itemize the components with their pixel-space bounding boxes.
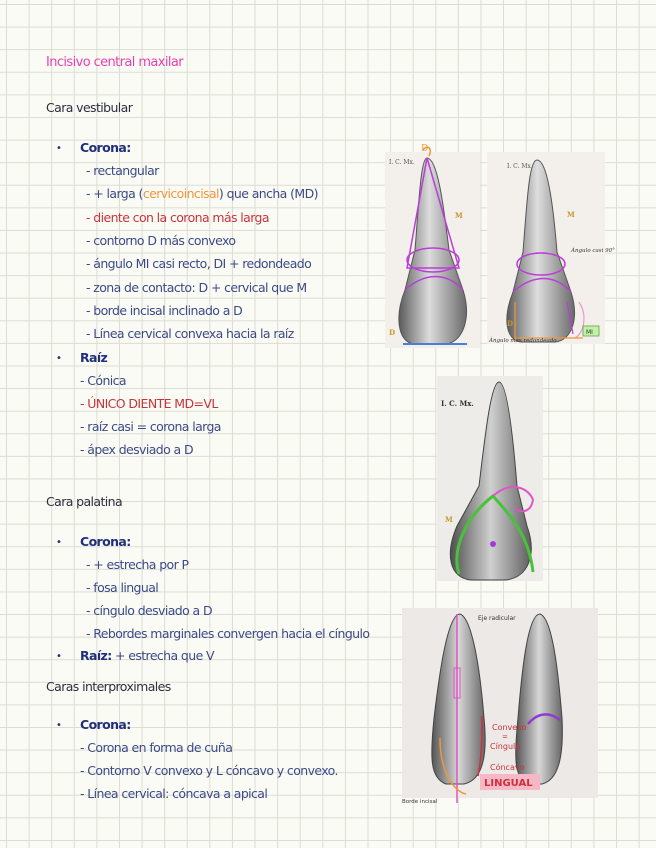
bullet-icon: • (56, 651, 62, 662)
section-heading-interproximales: Caras interproximales (46, 679, 171, 694)
bullet-icon: • (56, 143, 62, 154)
label-m: M (567, 210, 575, 219)
tooth-figure-vestibular-2 (487, 152, 622, 352)
raiz-item: - raíz casi = corona larga (80, 419, 221, 434)
label-angle-bottom: Ángulo más redondeado (489, 338, 557, 344)
badge-mi: MI (586, 329, 593, 336)
label-axis: Eje radicular (478, 615, 516, 622)
raiz-item: - Cónica (80, 373, 126, 388)
corona-label: Corona: (80, 140, 131, 155)
item-text: - zona de contacto: D + cervical que M (86, 279, 307, 295)
tooth-figure-interproximal (400, 608, 600, 808)
interproximal-item: - Línea cervical: cóncava a apical (80, 786, 268, 801)
item-text: - rectangular (86, 163, 159, 178)
raiz-item: - ÚNICO DIENTE MD=VL (80, 396, 218, 411)
vestibular-corona-item (86, 209, 269, 225)
label-lingual: LINGUAL (484, 778, 533, 789)
figure-tag: I. C. Mx. (507, 163, 533, 170)
vestibular-corona-item (86, 328, 294, 341)
label-d: D (507, 319, 514, 328)
palatina-raiz-line (80, 650, 214, 663)
label-m: M (445, 515, 453, 524)
section-heading-palatina: Cara palatina (46, 494, 123, 509)
vestibular-corona-item (86, 302, 243, 318)
item-text: - Línea cervical convexa hacia la raíz (86, 326, 294, 342)
interproximal-item: - Corona en forma de cuña (80, 740, 233, 755)
bullet-icon: • (56, 720, 62, 731)
raiz-label: Raíz (80, 350, 108, 365)
corona-label: Corona: (80, 534, 131, 549)
note-concavo: Cóncavo (490, 763, 525, 772)
vestibular-corona-item (86, 232, 236, 248)
palatina-item: - fosa lingual (86, 580, 159, 595)
raiz-label: Raíz: (80, 648, 112, 663)
item-text: - contorno D más convexo (86, 232, 236, 248)
bullet-icon: • (56, 353, 62, 364)
figure-tag: I. C. Mx. (389, 159, 415, 166)
item-text: ) que ancha (MD) (218, 186, 318, 202)
palatina-item: - cíngulo desviado a D (86, 603, 212, 618)
note-cingulo: Cíngulo (490, 742, 521, 751)
vestibular-corona-item (86, 165, 159, 178)
label-angle-right: Ángulo casi 90° (571, 248, 615, 254)
label-d-bottom: D (389, 328, 396, 337)
raiz-text: + estrecha que V (115, 648, 215, 663)
item-text: - ángulo MI casi recto, DI + redondeado (86, 256, 312, 272)
tooth-figure-palatina (437, 376, 549, 581)
item-highlight: cervicoincisal (142, 186, 219, 202)
interproximal-item: - Contorno V convexo y L cóncavo y convexo. (80, 763, 338, 778)
item-text: - diente con la corona más larga (86, 209, 269, 225)
tooth-figure-vestibular-1 (385, 140, 480, 348)
note-equals: = (502, 733, 508, 741)
vestibular-corona-item (86, 188, 318, 201)
label-edge: Borde incisal (402, 799, 438, 805)
item-text: - borde incisal inclinado a D (86, 302, 243, 318)
vestibular-corona-item (86, 279, 307, 295)
item-text: - + larga ( (86, 186, 143, 202)
vestibular-corona-item (86, 258, 311, 271)
page-title: Incisivo central maxilar (46, 55, 183, 70)
corona-label: Corona: (80, 717, 131, 732)
label-d-top: D (421, 144, 429, 154)
palatina-item: - Rebordes marginales convergen hacia el cíngulo (86, 626, 370, 641)
raiz-item: - ápex desviado a D (80, 442, 194, 457)
palatina-item: - + estrecha por P (86, 557, 189, 572)
label-m: M (455, 211, 463, 220)
section-heading-vestibular: Cara vestibular (46, 100, 133, 115)
bullet-icon: • (56, 537, 62, 548)
note-convexo: Convexo (492, 723, 527, 732)
figure-tag: I. C. Mx. (441, 399, 474, 408)
